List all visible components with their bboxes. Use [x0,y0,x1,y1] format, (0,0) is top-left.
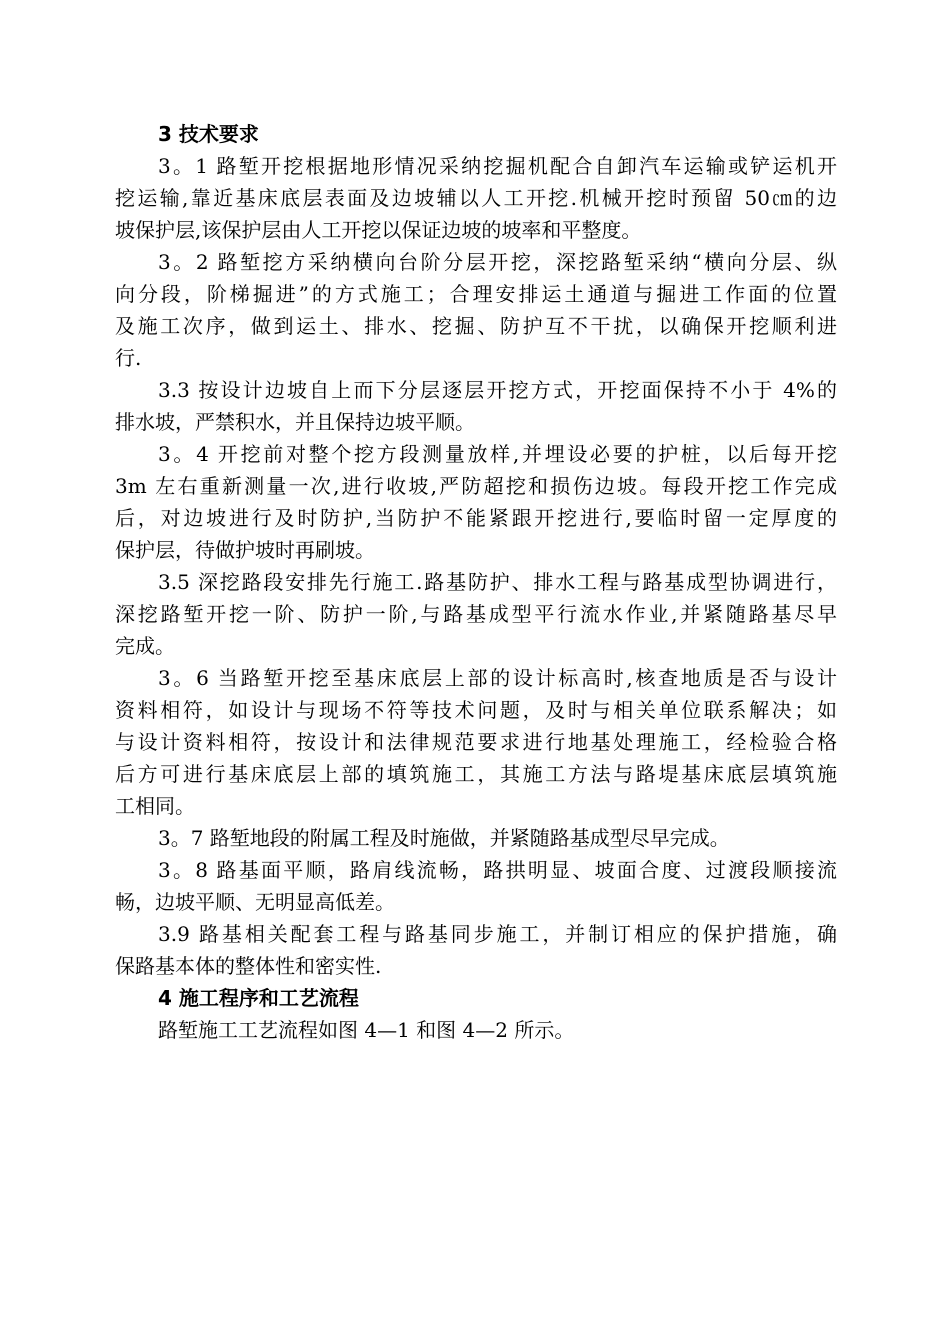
paragraph-line: 挖运输,靠近基床底层表面及边坡辅以人工开挖.机械开挖时预留 50㎝的边 [115,186,837,210]
paragraph-line: 3。6 当路堑开挖至基床底层上部的设计标高时,核查地质是否与设计 [158,666,837,690]
paragraph-line: 与设计资料相符，按设计和法律规范要求进行地基处理施工，经检验合格 [115,730,837,754]
paragraph-line: 行. [115,346,142,370]
paragraph-line: 3m 左右重新测量一次,进行收坡,严防超挖和损伤边坡。每段开挖工作完成 [115,474,837,498]
paragraph-section3-6 [115,662,837,822]
paragraph-line: 3。4 开挖前对整个挖方段测量放样,并埋设必要的护桩，以后每开挖 [158,442,837,466]
paragraph-line: 深挖路堑开挖一阶、防护一阶,与路基成型平行流水作业,并紧随路基尽早 [115,602,837,626]
paragraph-section3-3 [115,374,837,438]
paragraph-line: 资料相符，如设计与现场不符等技术问题，及时与相关单位联系解决；如 [115,698,837,722]
document-page [115,118,837,1046]
paragraph-line: 3。2 路堑挖方采纳横向台阶分层开挖，深挖路堑采纳“横向分层、纵 [158,250,837,274]
paragraph-line: 保路基本体的整体性和密实性. [115,954,382,978]
paragraph-section3-7 [115,822,837,854]
paragraph-section3-8 [115,854,837,918]
paragraph-line: 后，对边坡进行及时防护,当防护不能紧跟开挖进行,要临时留一定厚度的 [115,506,837,530]
paragraph-section3-5 [115,566,837,662]
paragraph-line: 后方可进行基床底层上部的填筑施工，其施工方法与路堤基床底层填筑施 [115,762,837,786]
section-3-heading: 3 技术要求 [158,122,259,146]
paragraph-section3-9 [115,918,837,982]
paragraph-line: 工相同。 [115,794,195,818]
paragraph-line: 3.9 路基相关配套工程与路基同步施工，并制订相应的保护措施，确 [158,922,837,946]
paragraph-line: 3。7 路堑地段的附属工程及时施做，并紧随路基成型尽早完成。 [158,826,730,850]
paragraph-line: 完成。 [115,634,175,658]
paragraph-section3-1 [115,150,837,246]
section-4-body [115,1014,837,1046]
paragraph-line: 3。1 路堑开挖根据地形情况采纳挖掘机配合自卸汽车运输或铲运机开 [158,154,837,178]
paragraph-section3-4 [115,438,837,566]
paragraph-line: 3。8 路基面平顺，路肩线流畅，路拱明显、坡面合度、过渡段顺接流 [158,858,837,882]
paragraph-line: 畅，边坡平顺、无明显高低差。 [115,890,395,914]
paragraph-section3-2 [115,246,837,374]
paragraph-line: 保护层，待做护坡时再刷坡。 [115,538,375,562]
paragraph-line: 3.3 按设计边坡自上而下分层逐层开挖方式，开挖面保持不小于 4%的 [158,378,837,402]
section-3-body [115,150,837,982]
paragraph-line: 及施工次序，做到运土、排水、挖掘、防护互不干扰，以确保开挖顺利进 [115,314,837,338]
paragraph-line: 3.5 深挖路段安排先行施工.路基防护、排水工程与路基成型协调进行， [158,570,837,594]
paragraph-line: 向分段，阶梯掘进”的方式施工；合理安排运土通道与掘进工作面的位置 [115,282,837,306]
paragraph-line: 路堑施工工艺流程如图 4—1 和图 4—2 所示。 [158,1018,575,1042]
paragraph-section4-1 [115,1014,837,1046]
paragraph-line: 坡保护层,该保护层由人工开挖以保证边坡的坡率和平整度。 [115,218,642,242]
section-4-heading: 4 施工程序和工艺流程 [158,986,359,1010]
paragraph-line: 排水坡，严禁积水，并且保持边坡平顺。 [115,410,475,434]
